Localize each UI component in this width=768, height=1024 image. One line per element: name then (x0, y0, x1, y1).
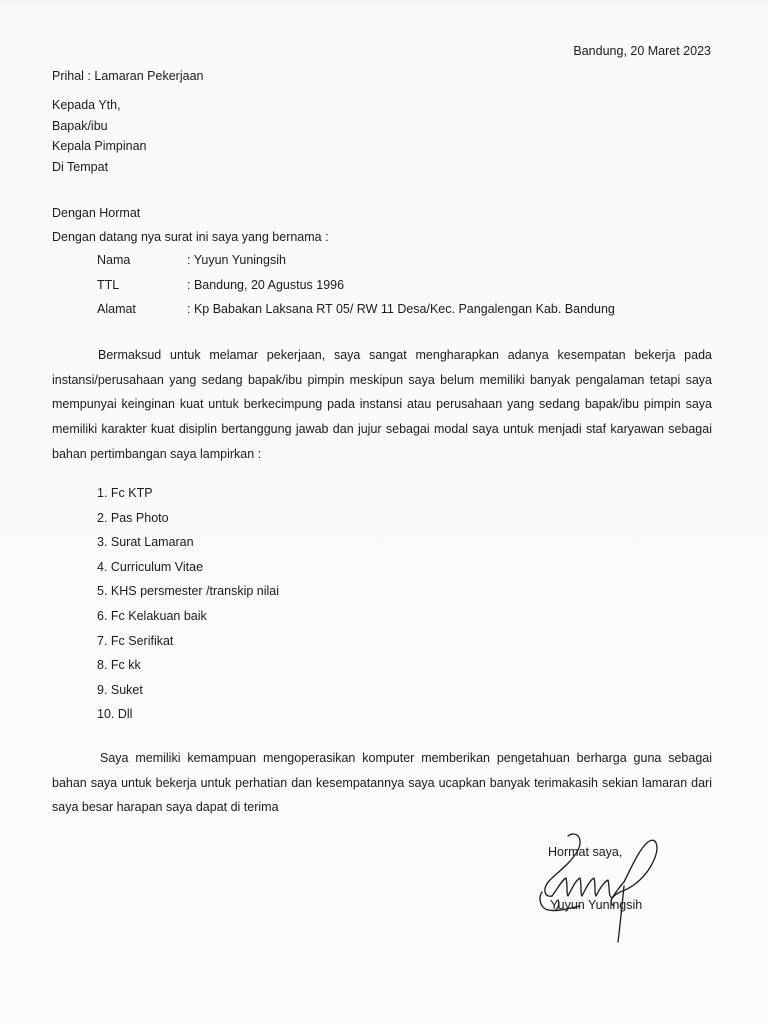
attachment-item: 5. KHS persmester /transkip nilai (97, 584, 280, 599)
closing-paragraph (52, 746, 712, 820)
attachment-item: 2. Pas Photo (97, 510, 169, 525)
greeting-block (52, 201, 329, 249)
identity-value: : Bandung, 20 Agustus 1996 (187, 277, 345, 292)
signer-name: Yuyun Yuningsih (550, 898, 643, 912)
salutation: Dengan Hormat (52, 206, 141, 220)
recipient-line: Di Tempat (52, 159, 109, 174)
closing-phrase: Hormat saya, (548, 845, 623, 859)
closing-paragraph-text: Saya memiliki kemampuan mengoperasikan komputer memberikan pengetahuan berharga guna sebagai bahan saya untuk bekerja untuk perhatian dan kesempatannya saya ucapkan banyak terimakasih sekian lamaran dari saya besar harapan saya dapat di terima (52, 751, 712, 815)
attachment-item: 6. Fc Kelakuan baik (97, 608, 207, 623)
attachment-item: 4. Curriculum Vitae (97, 559, 204, 574)
identity-label: Alamat (97, 302, 136, 317)
identity-row (97, 297, 615, 322)
body-paragraph-text: Bermaksud untuk melamar pekerjaan, saya sangat mengharapkan adanya kesempatan bekerja pada instansi/perusahaan yang sedang bapak/ibu pimpin meskipun saya belum memiliki banyak pengalaman tetapi saya mempunyai keinginan kuat untuk berkecimpung pada instansi atau perusahaan yang sedang bapak/ibu pimpin saya memiliki karakter kuat disiplin bertanggung jawab dan jujur sebagai modal saya untuk menjadi staf karyawan sebagai bahan pertimbangan saya lampirkan : (52, 348, 712, 461)
identity-value: : Yuyun Yuningsih (187, 253, 286, 268)
recipient-line: Kepala Pimpinan (52, 139, 147, 153)
attachment-item: 9. Suket (97, 682, 143, 697)
recipient-block (52, 95, 147, 177)
recipient-line: Bapak/ibu (52, 118, 108, 133)
attachment-item: 7. Fc Serifikat (97, 633, 174, 648)
attachment-item: 8. Fc kk (97, 658, 141, 673)
intro-line: Dengan datang nya surat ini saya yang bernama : (52, 230, 329, 244)
letter-date: Bandung, 20 Maret 2023 (573, 44, 711, 58)
identity-table (97, 248, 615, 322)
body-paragraph (52, 343, 712, 467)
identity-row (97, 273, 615, 298)
letter-subject: Prihal : Lamaran Pekerjaan (52, 69, 204, 83)
attachment-item: 10. Dll (97, 707, 133, 722)
attachment-item: 1. Fc KTP (97, 486, 153, 500)
identity-value: : Kp Babakan Laksana RT 05/ RW 11 Desa/Kec. Pangalengan Kab. Bandung (187, 302, 615, 317)
identity-row (97, 248, 615, 273)
attachment-item: 3. Surat Lamaran (97, 535, 194, 550)
handwritten-signature (528, 826, 668, 946)
recipient-line: Kepada Yth, (52, 98, 121, 112)
attachment-list (97, 481, 279, 727)
identity-label: Nama (97, 253, 131, 268)
identity-label: TTL (97, 277, 120, 292)
